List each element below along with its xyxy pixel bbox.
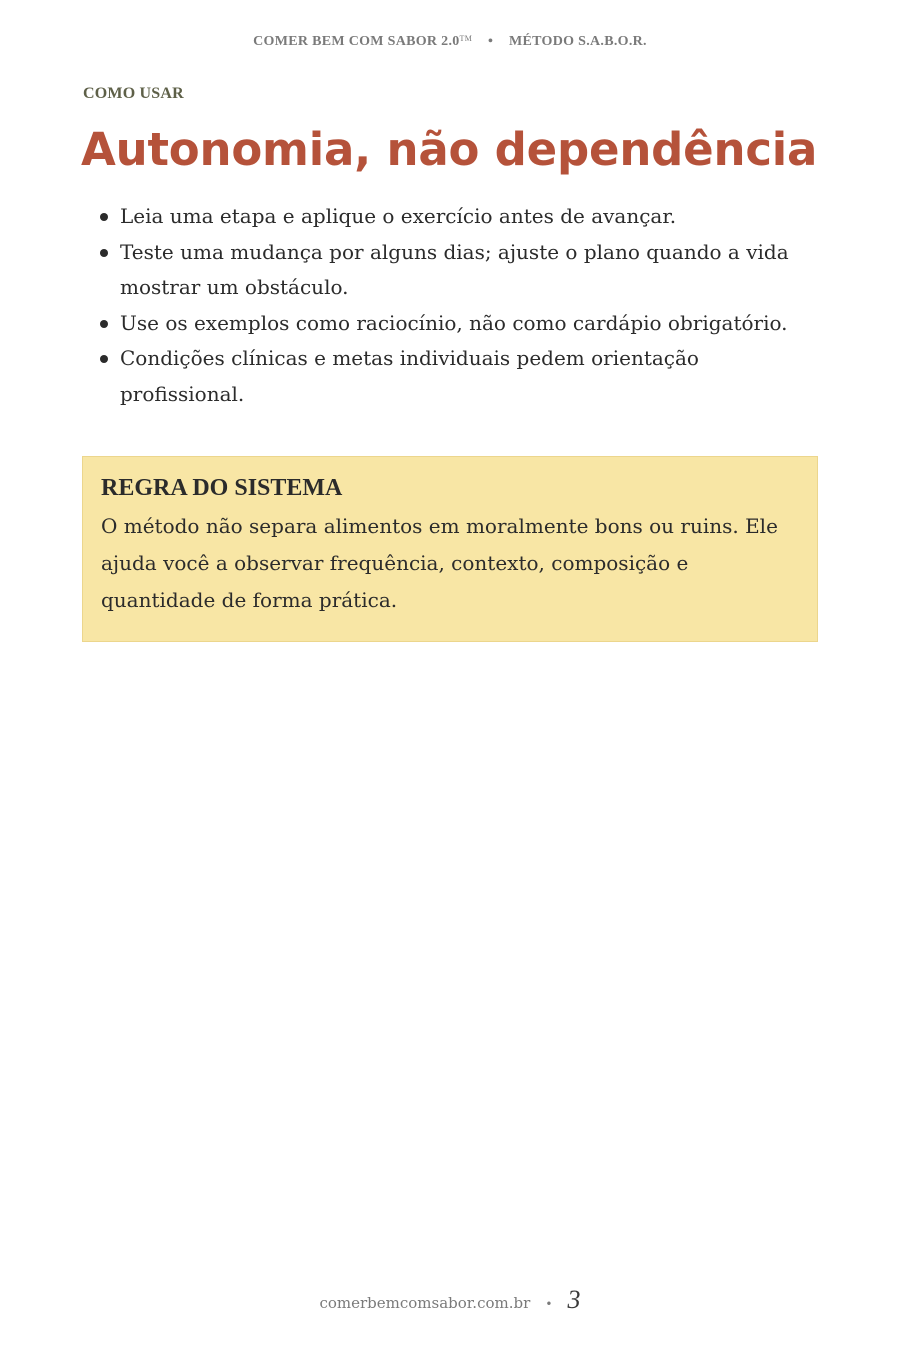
- running-header: [0, 34, 900, 50]
- bullet-icon: [100, 249, 108, 257]
- header-method: MÉTODO S.A.B.O.R.: [508, 34, 647, 49]
- page-number: 3: [567, 1285, 581, 1314]
- list-item-text: Condições clínicas e metas individuais pedem orientação profissional.: [120, 346, 699, 406]
- page-footer: [0, 1285, 900, 1315]
- list-item: [100, 235, 800, 306]
- instruction-list: [100, 199, 800, 412]
- header-brand: COMER BEM COM SABOR 2.0: [253, 34, 460, 49]
- list-item: [100, 306, 800, 342]
- system-rule-callout: [82, 456, 818, 642]
- footer-website: comerbemcomsabor.com.br: [319, 1294, 531, 1312]
- section-kicker: COMO USAR: [83, 85, 184, 102]
- bullet-icon: [100, 320, 108, 328]
- callout-text: O método não separa alimentos em moralmente bons ou ruins. Ele ajuda você a observar frequência, contexto, composição e quantidade de forma prática.: [101, 514, 778, 612]
- callout-title: REGRA DO SISTEMA: [101, 475, 343, 501]
- list-item: [100, 341, 800, 412]
- header-separator: •: [487, 34, 494, 49]
- list-item-text: Use os exemplos como raciocínio, não como cardápio obrigatório.: [120, 310, 788, 335]
- list-item-text: Teste uma mudança por alguns dias; ajuste o plano quando a vida mostrar um obstáculo.: [120, 239, 789, 299]
- footer-separator: •: [545, 1297, 553, 1311]
- bullet-icon: [100, 213, 108, 221]
- bullet-icon: [100, 355, 108, 363]
- list-item: [100, 199, 800, 235]
- page-title: Autonomia, não dependência: [81, 123, 818, 176]
- trademark-mark: TM: [459, 34, 473, 43]
- list-item-text: Leia uma etapa e aplique o exercício antes de avançar.: [120, 204, 677, 228]
